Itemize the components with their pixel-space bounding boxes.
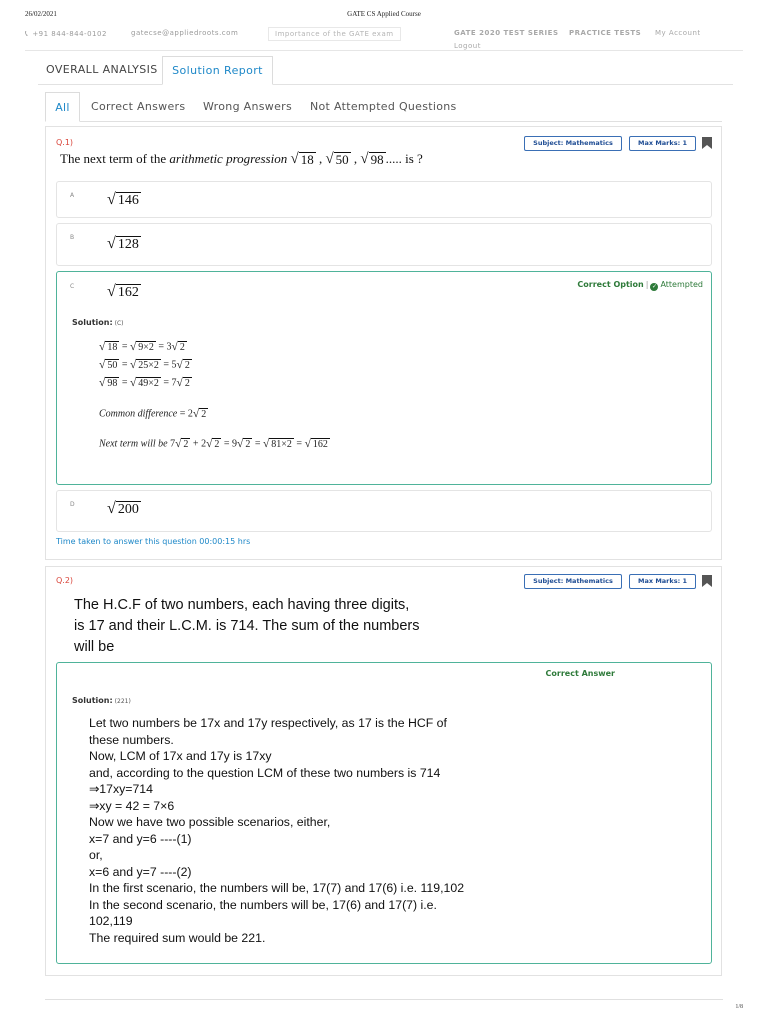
nav-logout[interactable]: Logout	[454, 42, 481, 50]
phone-contact[interactable]	[25, 29, 107, 39]
question-text: The next term of the arithmetic progression √ 18 , √ 50 , √ 98 ..... is ?	[60, 151, 423, 167]
tab-overall-analysis[interactable]: OVERALL ANALYSIS	[46, 63, 158, 76]
next-term-line: Next term will be 7 √ 2 + 2 √ 2 = 9 √ 2 = √ 81×2 = √ 162	[99, 437, 328, 450]
option-d[interactable]	[56, 490, 712, 532]
phone-number: +91 844-844-0102	[32, 30, 107, 38]
filter-correct-answers[interactable]: Correct Answers	[91, 100, 186, 113]
print-date: 26/02/2021	[25, 10, 57, 18]
solution-math-line: √ 18 = √ 9×2 = 3 √ 2	[99, 340, 185, 353]
footer-divider	[45, 999, 723, 1000]
solution-math-line: √ 98 = √ 49×2 = 7 √ 2	[99, 376, 190, 389]
nav-practice-tests[interactable]: PRACTICE TESTS	[569, 29, 642, 37]
check-circle-icon: ✓	[651, 283, 657, 290]
solution-text: Let two numbers be 17x and 17y respectively, as 17 is the HCF of these numbers. Now, LCM of 17x and 17y is 17xy and, according to the question LCM of these two numbers is 714 ⇒17xy=714 ⇒xy = 42 = 7×6 Now we have two possible scenarios, either, x=7 and y=6 ----(1) or, x=6 and y=7 ----(2) In the first scenario, the numbers will be, 17(7) and 17(6) i.e. 119,102 In the second scenario, the numbers will be, 17(6) and 17(7) i.e. 102,119 The required sum would be 221.	[89, 716, 465, 945]
question-card-1	[45, 126, 722, 560]
question-text: The H.C.F of two numbers, each having three digits, is 17 and their L.C.M. is 714. The sum of the numbers will be	[74, 597, 420, 655]
question-number: Q.2)	[56, 576, 74, 585]
subject-badge: Subject: Mathematics	[524, 136, 622, 151]
option-value: √ 128	[107, 235, 139, 253]
option-value: √ 162	[107, 283, 139, 301]
nav-my-account[interactable]: My Account	[655, 29, 701, 37]
filter-all[interactable]: All	[45, 92, 80, 122]
correct-option-tag: Correct Option | ✓ Attempted	[577, 280, 703, 290]
common-difference-line: Common difference = 2 √ 2	[99, 407, 207, 420]
bookmark-icon[interactable]	[702, 575, 712, 587]
filter-not-attempted[interactable]: Not Attempted Questions	[310, 100, 457, 113]
question-number: Q.1)	[56, 138, 74, 147]
subject-badge: Subject: Mathematics	[524, 574, 622, 589]
bookmark-icon[interactable]	[702, 137, 712, 149]
option-a[interactable]	[56, 181, 712, 218]
option-b[interactable]	[56, 223, 712, 266]
solution-math-line: √ 50 = √ 25×2 = 5 √ 2	[99, 358, 190, 371]
option-c[interactable]	[56, 271, 712, 485]
option-value: √ 146	[107, 191, 139, 209]
solution-panel	[56, 662, 712, 964]
solution-label: Solution: (221)	[72, 696, 131, 705]
top-navbar	[25, 27, 743, 51]
option-letter: A	[70, 192, 75, 199]
filter-wrong-answers[interactable]: Wrong Answers	[203, 100, 292, 113]
max-marks-badge: Max Marks: 1	[629, 574, 696, 589]
importance-link[interactable]: Importance of the GATE exam	[268, 27, 401, 41]
question-card-2	[45, 566, 722, 976]
max-marks-badge: Max Marks: 1	[629, 136, 696, 151]
option-letter: D	[70, 501, 75, 508]
correct-answer-tag: Correct Answer	[545, 669, 615, 678]
time-taken: Time taken to answer this question 00:00:15 hrs	[56, 537, 251, 546]
tab-solution-report[interactable]: Solution Report	[162, 56, 273, 85]
page-number: 1/8	[735, 1004, 743, 1010]
phone-icon: 📞︎	[25, 29, 29, 38]
option-letter: C	[70, 283, 75, 290]
print-header	[25, 10, 743, 22]
print-title: GATE CS Applied Course	[347, 10, 421, 18]
option-value: √ 200	[107, 500, 139, 518]
option-letter: B	[70, 234, 75, 241]
filter-tabs	[45, 92, 722, 122]
report-tabs	[38, 56, 733, 85]
email-link[interactable]: gatecse@appliedroots.com	[131, 29, 239, 37]
solution-label: Solution: (C)	[72, 318, 124, 327]
nav-test-series[interactable]: GATE 2020 TEST SERIES	[454, 29, 559, 37]
